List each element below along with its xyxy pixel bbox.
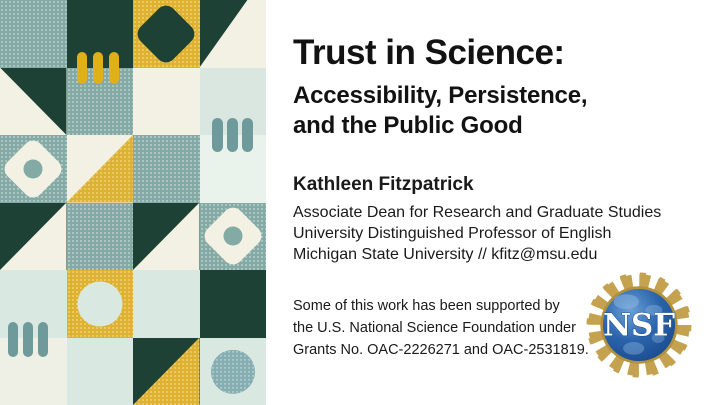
funding-line-3: Grants No. OAC-2226271 and OAC-2531819. [293, 342, 589, 358]
triangle-motif [133, 203, 200, 271]
nsf-logo [586, 272, 692, 378]
subtitle-line-2: and the Public Good [293, 112, 523, 139]
subtitle-line-1: Accessibility, Persistence, [293, 82, 588, 109]
pattern-tile [200, 270, 267, 338]
pill-bars-motif [212, 118, 253, 152]
continent-shape [623, 342, 644, 355]
nsf-label: NSF [602, 307, 676, 344]
pattern-tile [67, 203, 134, 271]
pattern-tile [133, 203, 200, 271]
pattern-panel [0, 0, 266, 405]
pattern-tile [67, 270, 134, 338]
triangle-motif [0, 68, 67, 136]
funding-line-2: the U.S. National Science Foundation under [293, 320, 576, 336]
slide-title: Trust in Science: [293, 33, 565, 72]
pattern-tile [0, 135, 67, 203]
pill-bars-motif [77, 52, 119, 84]
diamond-donut-motif [200, 204, 265, 269]
dot-motif [20, 155, 47, 182]
diamond-donut-motif [1, 136, 66, 201]
author-role-1: Associate Dean for Research and Graduate Studies [293, 204, 662, 221]
pattern-tile [133, 338, 200, 405]
circle-motif [211, 350, 255, 394]
pattern-tile [0, 68, 67, 136]
funding-line-1: Some of this work has been supported by [293, 298, 560, 314]
funding-note [293, 295, 589, 361]
pattern-tile [133, 135, 200, 203]
pattern-tile [0, 0, 67, 68]
slide-content [266, 0, 720, 405]
pill-bars-motif [8, 322, 48, 357]
author-block [293, 174, 661, 265]
slide-subtitle [293, 81, 587, 141]
pattern-tile [200, 338, 267, 405]
pattern-tile [133, 270, 200, 338]
pattern-tile [200, 0, 267, 68]
circle-motif [77, 281, 122, 326]
pattern-tile [67, 135, 134, 203]
pattern-tile [200, 203, 267, 271]
pattern-tile [133, 0, 200, 68]
pattern-tile [0, 203, 67, 271]
diamond-motif [134, 1, 199, 66]
triangle-motif [0, 203, 67, 271]
triangle-motif [200, 0, 267, 68]
triangle-motif [133, 338, 200, 405]
pattern-tile [133, 68, 200, 136]
author-affiliation: Michigan State University // kfitz@msu.edu [293, 246, 598, 263]
nsf-logo-graphic [586, 272, 692, 378]
dot-motif [219, 223, 246, 250]
author-name: Kathleen Fitzpatrick [293, 174, 474, 195]
pattern-tile [67, 338, 134, 405]
author-role-2: University Distinguished Professor of English [293, 225, 612, 242]
triangle-motif [67, 135, 134, 203]
